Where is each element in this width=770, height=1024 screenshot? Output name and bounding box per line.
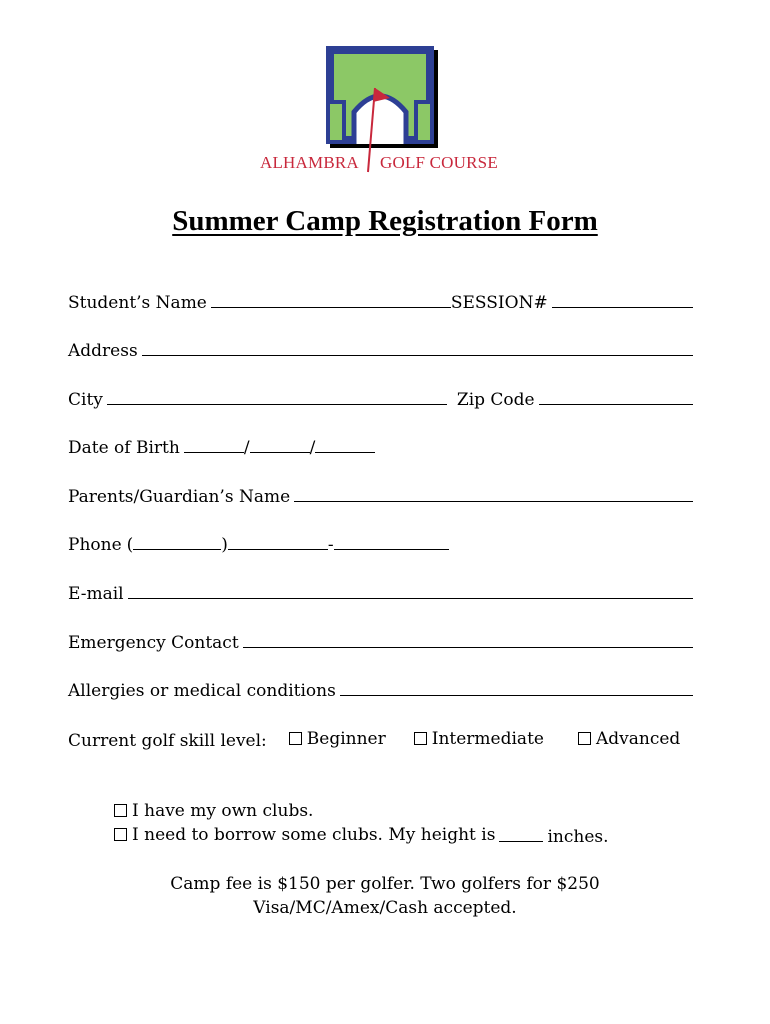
inches-label: inches. xyxy=(547,826,609,847)
borrow-clubs-row xyxy=(114,823,674,847)
skill-row xyxy=(68,727,708,751)
borrow-clubs-option[interactable] xyxy=(114,823,495,847)
phone-prefix-field[interactable] xyxy=(228,532,328,550)
dob-month-field[interactable] xyxy=(184,435,244,453)
skill-beginner-option[interactable] xyxy=(289,727,386,751)
student-name-field[interactable] xyxy=(211,290,451,308)
allergies-row xyxy=(68,678,693,702)
fee-text: Camp fee is $150 per golfer. Two golfers for $250 xyxy=(170,874,600,894)
dob-separator: / xyxy=(243,438,250,458)
allergies-field[interactable] xyxy=(340,678,693,696)
dob-row xyxy=(68,435,693,459)
allergies-label: Allergies or medical conditions xyxy=(68,681,336,701)
checkbox-icon[interactable] xyxy=(414,732,427,745)
skill-option-label: Advanced xyxy=(595,729,681,749)
dob-day-field[interactable] xyxy=(250,435,310,453)
phone-row xyxy=(68,532,693,556)
parent-name-label: Parents/Guardian’s Name xyxy=(68,487,291,507)
address-label: Address xyxy=(68,341,138,361)
skill-option-label: Intermediate xyxy=(431,729,544,749)
form-title: Summer Camp Registration Form xyxy=(172,205,598,237)
parent-name-field[interactable] xyxy=(294,484,693,502)
skill-label: Current golf skill level: xyxy=(68,730,267,751)
email-label: E-mail xyxy=(68,584,124,604)
own-clubs-label: I have my own clubs. xyxy=(132,801,314,821)
phone-dash: - xyxy=(327,535,334,555)
dob-year-field[interactable] xyxy=(315,435,375,453)
own-clubs-option[interactable] xyxy=(114,799,313,823)
checkbox-icon[interactable] xyxy=(114,828,127,841)
phone-line-field[interactable] xyxy=(334,532,449,550)
session-field[interactable] xyxy=(552,290,693,308)
address-field[interactable] xyxy=(142,338,693,356)
phone-label: Phone xyxy=(68,535,122,555)
checkbox-icon[interactable] xyxy=(114,804,127,817)
zip-field[interactable] xyxy=(539,387,693,405)
logo-text-right: GOLF COURSE xyxy=(380,153,498,172)
parent-name-row xyxy=(68,484,693,508)
checkbox-icon[interactable] xyxy=(289,732,302,745)
checkbox-icon[interactable] xyxy=(578,732,591,745)
dob-label: Date of Birth xyxy=(68,438,180,458)
emergency-row xyxy=(68,630,693,654)
email-field[interactable] xyxy=(128,581,693,599)
phone-area-field[interactable] xyxy=(133,532,221,550)
emergency-label: Emergency Contact xyxy=(68,633,239,653)
dob-separator: / xyxy=(309,438,316,458)
emergency-field[interactable] xyxy=(243,630,693,648)
skill-advanced-option[interactable] xyxy=(578,727,680,751)
height-field[interactable] xyxy=(499,824,543,842)
email-row xyxy=(68,581,693,605)
own-clubs-row xyxy=(114,799,674,823)
logo-text-left: ALHAMBRA xyxy=(260,153,359,172)
student-name-label: Student’s Name xyxy=(68,293,207,313)
city-label: City xyxy=(68,390,103,410)
phone-paren-close: ) xyxy=(221,535,228,555)
session-label: SESSION# xyxy=(450,293,548,313)
zip-label: Zip Code xyxy=(456,390,535,410)
skill-option-label: Beginner xyxy=(306,729,386,749)
city-row xyxy=(68,387,693,411)
address-row xyxy=(68,338,693,362)
student-name-row xyxy=(68,290,693,314)
borrow-clubs-label: I need to borrow some clubs. My height is xyxy=(132,825,496,845)
city-field[interactable] xyxy=(107,387,447,405)
phone-paren-open: ( xyxy=(126,535,134,555)
skill-intermediate-option[interactable] xyxy=(414,727,544,751)
payment-text: Visa/MC/Amex/Cash accepted. xyxy=(253,898,517,918)
